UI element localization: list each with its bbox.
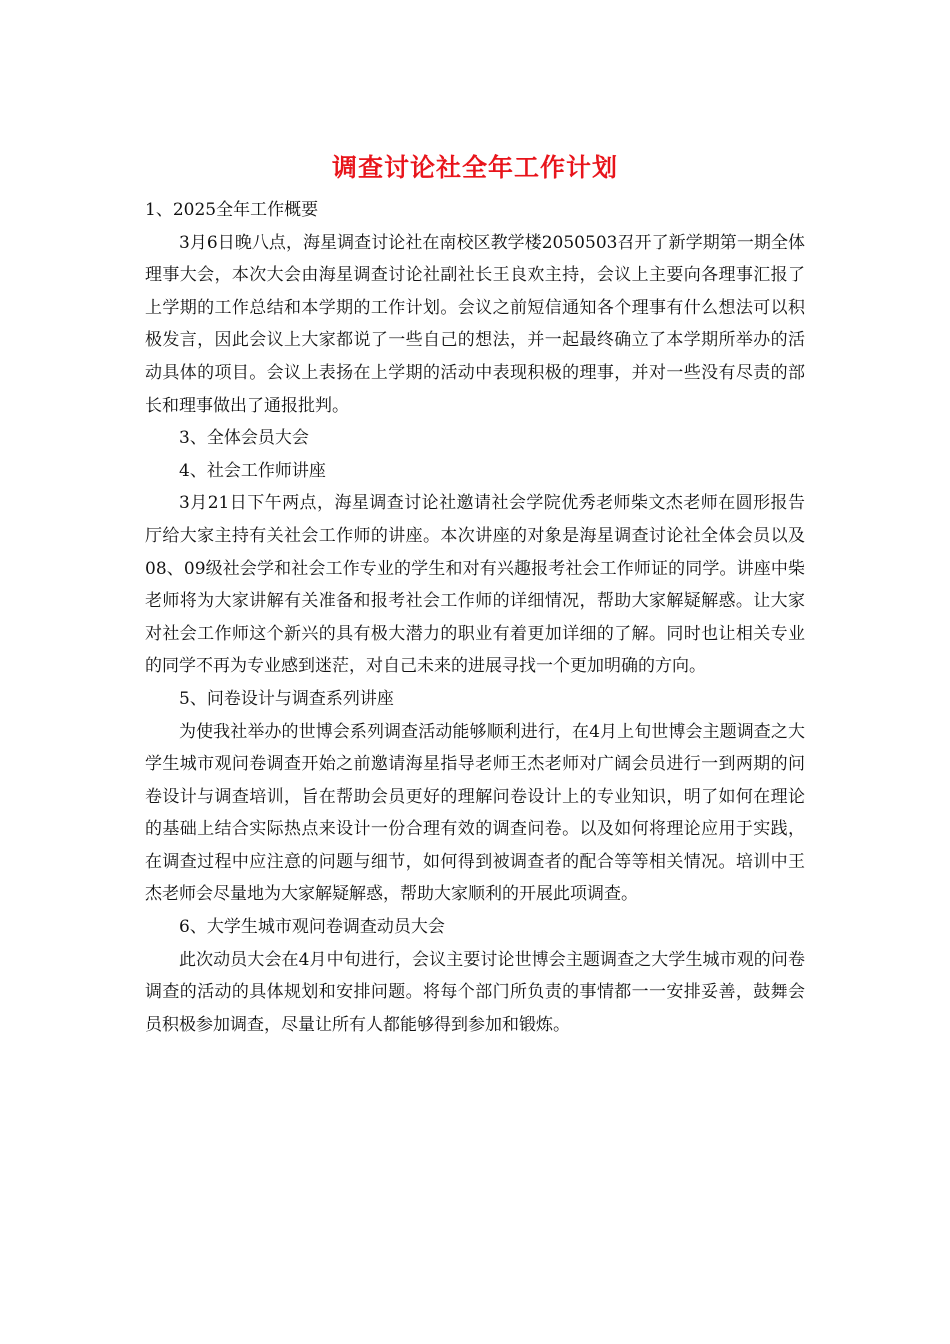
section-heading: 3、全体会员大会 bbox=[179, 428, 309, 449]
document-body bbox=[145, 194, 805, 1041]
section-heading: 5、问卷设计与调查系列讲座 bbox=[179, 688, 394, 709]
body-paragraph: 为使我社举办的世博会系列调查活动能够顺利进行，在4月上旬世博会主题调查之大学生城市观问卷调查开始之前邀请海星指导老师王杰老师对广阔会员进行一到两期的问卷设计与调查培训，旨在帮助会员更好的理解问卷设计上的专业知识，明了如何在理论的基础上结合实际热点来设计一份合理有效的调查问卷。以及如何将理论应用于实践，在调查过程中应注意的问题与细节，如何得到被调查者的配合等等相关情况。培训中王杰老师会尽量地为大家解疑解惑，帮助大家顺利的开展此项调查。 bbox=[145, 721, 805, 905]
body-paragraph: 3月6日晚八点，海星调查讨论社在南校区教学楼2050503召开了新学期第一期全体理事大会，本次大会由海星调查讨论社副社长王良欢主持，会议上主要向各理事汇报了上学期的工作总结和本学期的工作计划。会议之前短信通知各个理事有什么想法可以积极发言，因此会议上大家都说了一些自己的想法，并一起最终确立了本学期所举办的活动具体的项目。会议上表扬在上学期的活动中表现积极的理事，并对一些没有尽责的部长和理事做出了通报批判。 bbox=[145, 232, 805, 416]
body-paragraph: 此次动员大会在4月中旬进行，会议主要讨论世博会主题调查之大学生城市观的问卷调查的活动的具体规划和安排问题。将每个部门所负责的事情都一一安排妥善，鼓舞会员积极参加调查，尽量让所有人都能够得到参加和锻炼。 bbox=[145, 949, 805, 1035]
section-heading: 6、大学生城市观问卷调查动员大会 bbox=[179, 917, 445, 938]
body-paragraph: 3月21日下午两点，海星调查讨论社邀请社会学院优秀老师柴文杰老师在圆形报告厅给大家主持有关社会工作师的讲座。本次讲座的对象是海星调查讨论社全体会员以及08、09级社会学和社会工作专业的学生和对有兴趣报考社会工作师证的同学。讲座中柴老师将为大家讲解有关准备和报考社会工作师的详细情况，帮助大家解疑解惑。让大家对社会工作师这个新兴的具有极大潜力的职业有着更加详细的了解。同时也让相关专业的同学不再为专业感到迷茫，对自己未来的进展寻找一个更加明确的方向。 bbox=[145, 493, 805, 677]
page-title: 调查讨论社全年工作计划 bbox=[331, 153, 618, 182]
section-heading: 1、2025全年工作概要 bbox=[145, 200, 319, 220]
section-heading: 4、社会工作师讲座 bbox=[179, 460, 326, 481]
